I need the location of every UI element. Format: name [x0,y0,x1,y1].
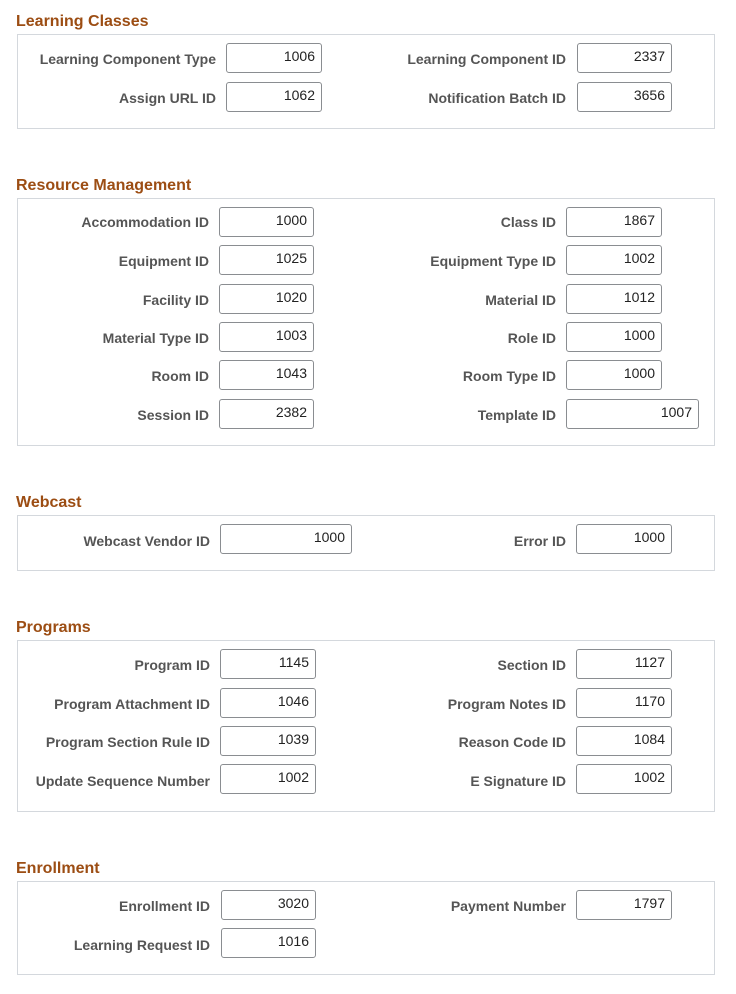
label-equipment-id: Equipment ID [118,253,209,269]
class-id-input[interactable] [566,207,662,237]
program-notes-id-input[interactable] [576,688,672,718]
section-title-learning-classes: Learning Classes [16,13,149,30]
program-section-rule-id-input[interactable] [220,726,316,756]
notification-batch-id-input[interactable] [577,82,672,112]
label-payment-number: Payment Number [450,898,566,914]
update-sequence-number-input[interactable] [220,764,316,794]
label-section-id: Section ID [497,657,566,673]
label-learning-component-id: Learning Component ID [407,51,566,67]
room-id-input[interactable] [219,360,314,390]
reason-code-id-input[interactable] [576,726,672,756]
label-error-id: Error ID [513,533,566,549]
label-facility-id: Facility ID [142,292,209,308]
label-equipment-type-id: Equipment Type ID [430,253,556,269]
section-title-resource-management: Resource Management [16,177,192,194]
label-update-sequence-number: Update Sequence Number [35,773,210,789]
learning-component-id-input[interactable] [577,43,672,73]
template-id-input[interactable] [566,399,699,429]
section-title-webcast: Webcast [16,494,82,511]
learning-component-type-input[interactable] [226,43,322,73]
label-webcast-vendor-id: Webcast Vendor ID [83,533,210,549]
error-id-input[interactable] [576,524,672,554]
label-program-section-rule-id: Program Section Rule ID [45,734,210,750]
label-program-notes-id: Program Notes ID [447,696,566,712]
label-accommodation-id: Accommodation ID [81,214,209,230]
label-program-attachment-id: Program Attachment ID [54,696,210,712]
e-signature-id-input[interactable] [576,764,672,794]
label-notification-batch-id: Notification Batch ID [428,90,566,106]
label-reason-code-id: Reason Code ID [458,734,566,750]
label-room-type-id: Room Type ID [462,368,556,384]
facility-id-input[interactable] [219,284,314,314]
material-id-input[interactable] [566,284,662,314]
label-program-id: Program ID [134,657,210,673]
section-title-programs: Programs [16,619,91,636]
label-e-signature-id: E Signature ID [470,773,566,789]
enrollment-id-input[interactable] [221,890,316,920]
label-room-id: Room ID [151,368,209,384]
label-session-id: Session ID [137,407,209,423]
equipment-id-input[interactable] [219,245,314,275]
equipment-type-id-input[interactable] [566,245,662,275]
program-attachment-id-input[interactable] [220,688,316,718]
assign-url-id-input[interactable] [226,82,322,112]
webcast-vendor-id-input[interactable] [220,524,352,554]
label-class-id: Class ID [500,214,556,230]
label-learning-component-type: Learning Component Type [39,51,216,67]
accommodation-id-input[interactable] [219,207,314,237]
payment-number-input[interactable] [576,890,672,920]
label-role-id: Role ID [507,330,556,346]
learning-request-id-input[interactable] [221,928,316,958]
label-material-type-id: Material Type ID [102,330,209,346]
section-id-input[interactable] [576,649,672,679]
label-learning-request-id: Learning Request ID [73,937,210,953]
label-material-id: Material ID [485,292,556,308]
role-id-input[interactable] [566,322,662,352]
program-id-input[interactable] [220,649,316,679]
section-title-enrollment: Enrollment [16,860,100,877]
label-enrollment-id: Enrollment ID [118,898,210,914]
session-id-input[interactable] [219,399,314,429]
label-assign-url-id: Assign URL ID [119,90,216,106]
room-type-id-input[interactable] [566,360,662,390]
label-template-id: Template ID [477,407,556,423]
material-type-id-input[interactable] [219,322,314,352]
